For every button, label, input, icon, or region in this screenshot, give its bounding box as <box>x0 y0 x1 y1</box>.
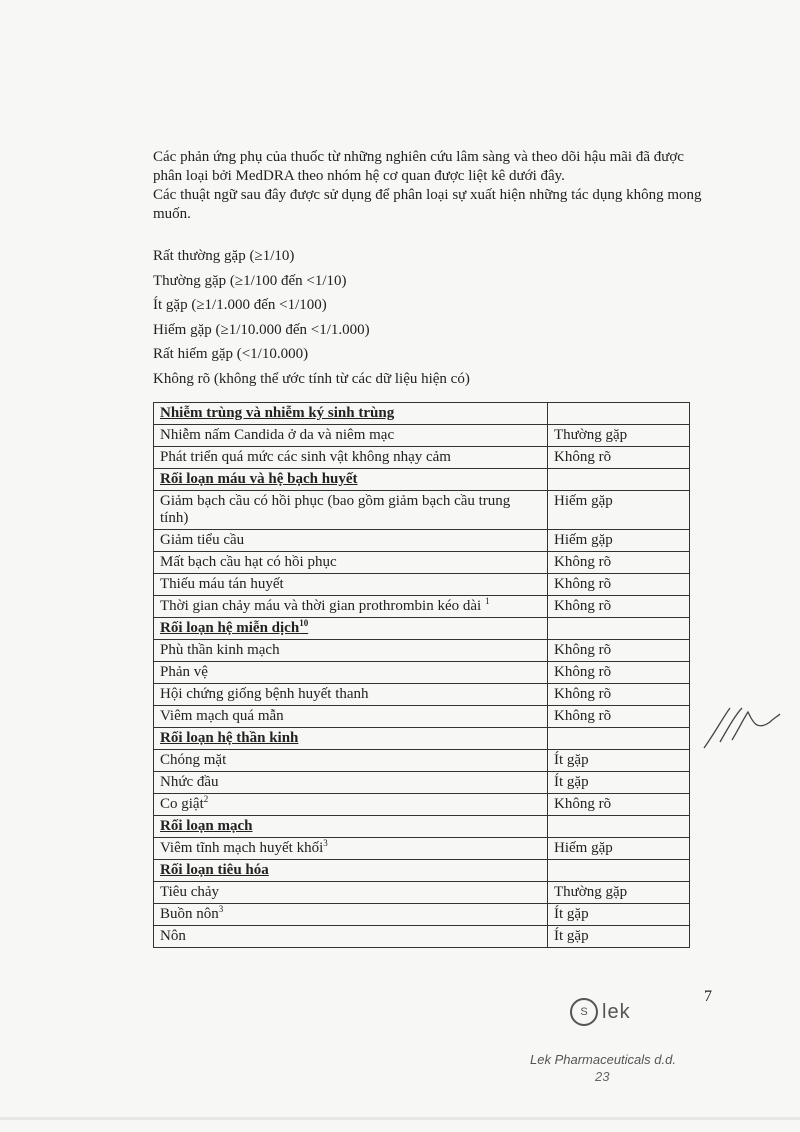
frequency-item: Hiếm gặp (≥1/10.000 đến <1/1.000) <box>153 321 370 338</box>
table-row <box>154 491 690 530</box>
effect-cell: Chóng mặt <box>154 750 548 772</box>
table-row <box>154 425 690 447</box>
effect-cell <box>154 596 548 618</box>
table-row <box>154 794 690 816</box>
frequency-cell: Thường gặp <box>548 882 690 904</box>
effect-text: Co giật <box>160 796 204 812</box>
effect-cell: Giảm bạch cầu có hồi phục (bao gồm giảm bạch cầu trung tính) <box>154 491 548 530</box>
company-name: Lek Pharmaceuticals d.d. <box>530 1052 676 1067</box>
table-row <box>154 772 690 794</box>
effect-cell: Thiếu máu tán huyết <box>154 574 548 596</box>
effect-text: Viêm tĩnh mạch huyết khối <box>160 840 324 856</box>
effect-cell <box>154 838 548 860</box>
table-row <box>154 552 690 574</box>
frequency-item: Không rõ (không thể ước tính từ các dữ liệu hiện có) <box>153 370 470 387</box>
effect-text: Buồn nôn <box>160 906 219 922</box>
frequency-cell: Không rõ <box>548 552 690 574</box>
handwritten-signature <box>700 702 782 757</box>
footnote-marker: 10 <box>299 618 309 628</box>
effect-cell: Nhức đầu <box>154 772 548 794</box>
effect-cell: Mất bạch cầu hạt có hồi phục <box>154 552 548 574</box>
intro-paragraph-2: Các thuật ngữ sau đây được sử dụng để phân loại sự xuất hiện những tác dụng không mong muốn. <box>153 187 702 222</box>
page-number: 7 <box>704 988 712 1005</box>
intro-text <box>153 148 713 224</box>
frequency-definitions <box>153 244 470 391</box>
frequency-cell: Không rõ <box>548 447 690 469</box>
section-row <box>154 469 690 491</box>
lek-logo-icon: S <box>570 998 598 1026</box>
section-row <box>154 816 690 838</box>
table-row <box>154 684 690 706</box>
frequency-cell: Không rõ <box>548 684 690 706</box>
section-title: Rối loạn mạch <box>154 816 548 838</box>
effect-cell <box>154 794 548 816</box>
table-row <box>154 447 690 469</box>
section-title: Rối loạn hệ miễn dịch$^{10}$ <box>154 618 548 640</box>
effect-cell: Phát triển quá mức các sinh vật không nhạy cảm <box>154 447 548 469</box>
table-row <box>154 574 690 596</box>
table-row <box>154 926 690 948</box>
table-row <box>154 882 690 904</box>
section-title: Rối loạn tiêu hóa <box>154 860 548 882</box>
section-title: Rối loạn máu và hệ bạch huyết <box>154 469 548 491</box>
table-row <box>154 662 690 684</box>
frequency-cell: Ít gặp <box>548 926 690 948</box>
table-row <box>154 640 690 662</box>
table-row <box>154 596 690 618</box>
table-row <box>154 904 690 926</box>
frequency-item: Rất thường gặp (≥1/10) <box>153 248 295 264</box>
frequency-cell: Hiếm gặp <box>548 530 690 552</box>
page-bottom-edge <box>0 1117 800 1120</box>
frequency-cell: Không rõ <box>548 596 690 618</box>
company-logo <box>570 998 631 1026</box>
frequency-cell: Ít gặp <box>548 750 690 772</box>
intro-paragraph-1: Các phản ứng phụ của thuốc từ những nghiên cứu lâm sàng và theo dõi hậu mãi đã được phân loại bởi MedDRA theo nhóm hệ cơ quan được liệt kê dưới đây. <box>153 149 684 184</box>
frequency-cell: Ít gặp <box>548 904 690 926</box>
effect-cell: Giảm tiểu cầu <box>154 530 548 552</box>
frequency-cell: Không rõ <box>548 706 690 728</box>
effect-cell <box>154 904 548 926</box>
effect-cell: Nhiễm nấm Candida ở da và niêm mạc <box>154 425 548 447</box>
frequency-cell: Ít gặp <box>548 772 690 794</box>
effect-cell: Phù thần kinh mạch <box>154 640 548 662</box>
table-row <box>154 750 690 772</box>
table-row <box>154 530 690 552</box>
footnote-marker: 2 <box>203 794 209 804</box>
footnote-marker: 3 <box>323 838 328 848</box>
effect-text: Thời gian chảy máu và thời gian prothrombin kéo dài <box>160 598 482 614</box>
adverse-effects-table <box>153 402 690 948</box>
frequency-cell: Thường gặp <box>548 425 690 447</box>
footnote-marker: 1 <box>484 596 490 606</box>
footnote-marker: 3 <box>218 904 224 914</box>
section-row <box>154 728 690 750</box>
frequency-item: Thường gặp (≥1/100 đến <1/10) <box>153 272 347 289</box>
effect-cell: Nôn <box>154 926 548 948</box>
frequency-cell: Không rõ <box>548 794 690 816</box>
effect-cell: Hội chứng giống bệnh huyết thanh <box>154 684 548 706</box>
effect-cell: Viêm mạch quá mẫn <box>154 706 548 728</box>
effect-cell: Phản vệ <box>154 662 548 684</box>
frequency-cell: Hiếm gặp <box>548 838 690 860</box>
section-row <box>154 618 690 640</box>
table-row <box>154 706 690 728</box>
stamp-number: 23 <box>595 1069 610 1084</box>
table-row <box>154 838 690 860</box>
section-title: Nhiễm trùng và nhiễm ký sinh trùng <box>154 403 548 425</box>
section-row <box>154 403 690 425</box>
section-title: Rối loạn hệ thần kinh <box>154 728 548 750</box>
section-row <box>154 860 690 882</box>
frequency-cell: Không rõ <box>548 574 690 596</box>
frequency-cell: Không rõ <box>548 662 690 684</box>
frequency-item: Rất hiếm gặp (<1/10.000) <box>153 346 309 362</box>
frequency-item: Ít gặp (≥1/1.000 đến <1/100) <box>153 297 327 313</box>
frequency-cell: Hiếm gặp <box>548 491 690 530</box>
effect-cell: Tiêu chảy <box>154 882 548 904</box>
logo-text: lek <box>602 1000 631 1023</box>
frequency-cell: Không rõ <box>548 640 690 662</box>
